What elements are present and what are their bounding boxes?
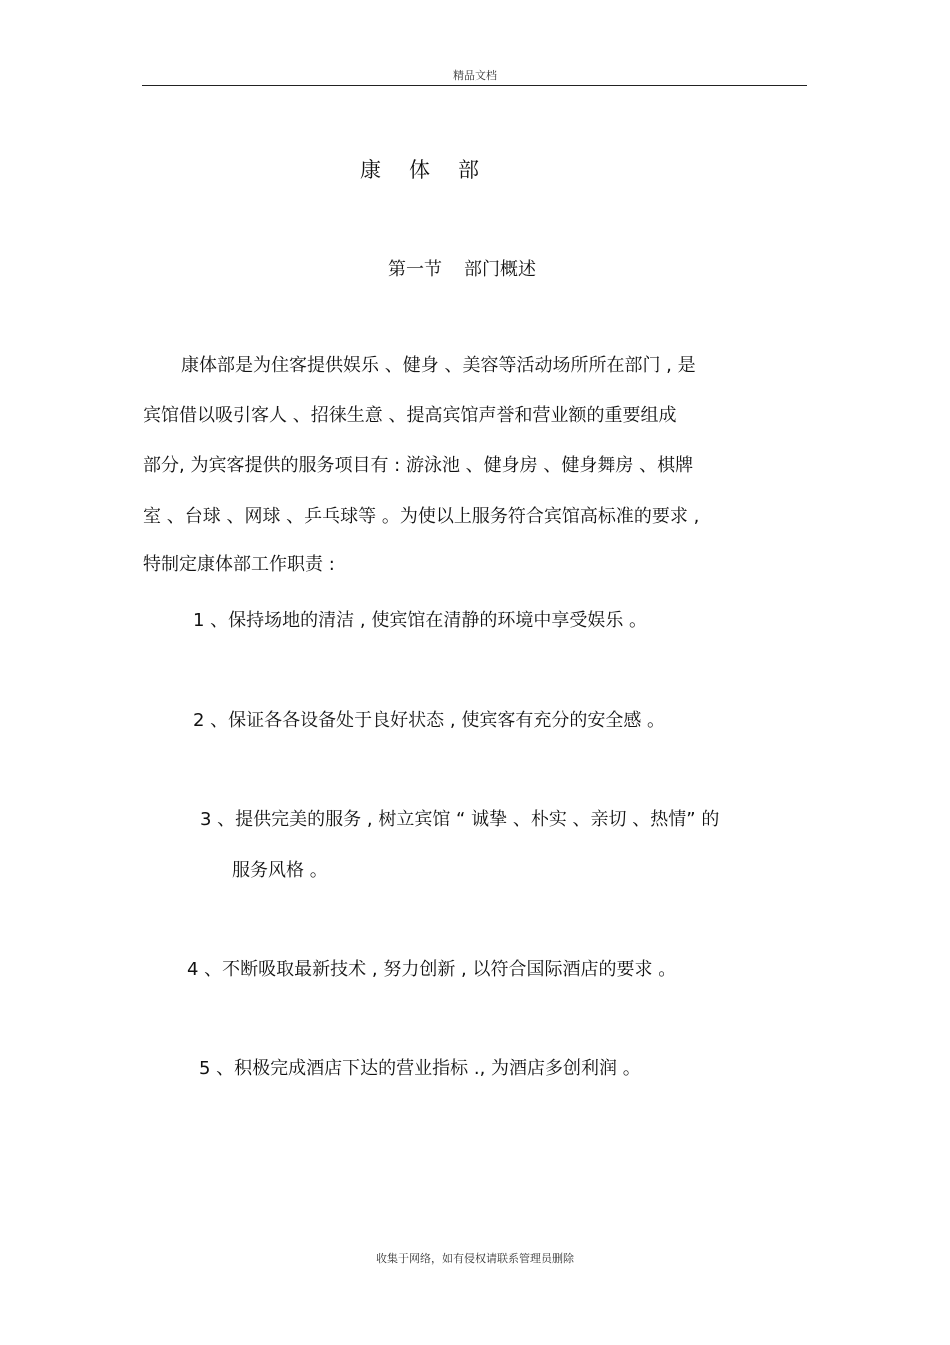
title-char: 体 (409, 158, 430, 182)
section-heading (388, 255, 536, 281)
title-char: 部 (458, 158, 479, 182)
duty-item-5: 5 、积极完成酒店下达的营业指标 ., 为酒店多创利润 。 (199, 1058, 641, 1079)
document-title (360, 154, 507, 184)
duty-item-3-continued: 服务风格 。 (232, 860, 328, 881)
page-footer-label: 收集于网络，如有侵权请联系管理员删除 (376, 1252, 574, 1265)
intro-line: 室 、台球 、网球 、乒乓球等 。为使以上服务符合宾馆高标准的要求 , (143, 506, 700, 527)
intro-line: 宾馆借以吸引客人 、招徕生意 、提高宾馆声誉和营业额的重要组成 (143, 405, 677, 426)
duty-item-4: 4 、不断吸取最新技术 , 努力创新 , 以符合国际酒店的要求 。 (187, 959, 677, 980)
duty-item-3: 3 、提供完美的服务 , 树立宾馆 “ 诚挚 、朴实 、亲切 、热情” 的 (200, 809, 720, 830)
intro-line: 康体部是为住客提供娱乐 、健身 、美容等活动场所所在部门 , 是 (181, 355, 696, 376)
intro-line: 特制定康体部工作职责 : (143, 554, 335, 575)
header-divider (142, 85, 807, 86)
section-title: 部门概述 (464, 259, 536, 280)
duty-item-1: 1 、保持场地的清洁 , 使宾馆在清静的环境中享受娱乐 。 (193, 610, 648, 631)
duty-item-2: 2 、保证各各设备处于良好状态 , 使宾客有充分的安全感 。 (193, 710, 666, 731)
intro-line: 部分, 为宾客提供的服务项目有 : 游泳池 、健身房 、健身舞房 、棋牌 (143, 455, 694, 476)
title-char: 康 (360, 158, 381, 182)
page-header-label: 精品文档 (453, 69, 497, 82)
section-number: 第一节 (388, 259, 442, 280)
